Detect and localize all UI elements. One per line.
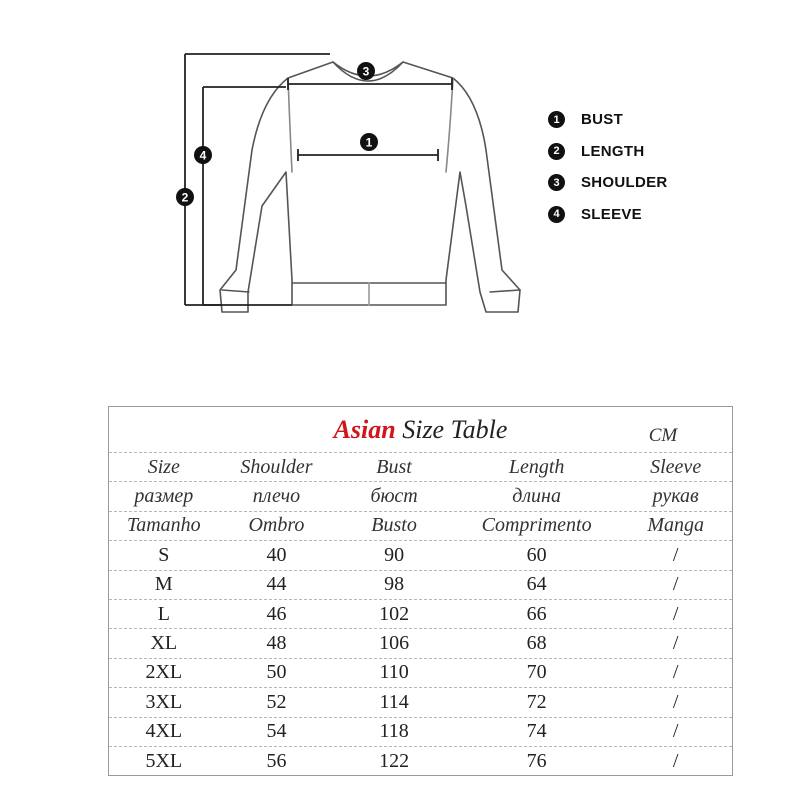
table-cell: 68: [526, 631, 547, 654]
table-cell: 50: [266, 661, 287, 684]
table-cell: 74: [526, 720, 547, 743]
table-cell: 98: [384, 573, 405, 596]
table-header-cell: Shoulder: [240, 455, 313, 478]
table-header-cell: Size: [147, 455, 180, 478]
table-cell: 44: [266, 573, 287, 596]
marker-sleeve: [194, 146, 212, 164]
legend-item-shoulder: [548, 167, 668, 199]
table-title-accent: Asian: [333, 415, 396, 444]
table-cell: 76: [526, 749, 547, 772]
table-row: [109, 570, 732, 599]
table-cell: 4XL: [145, 720, 183, 743]
svg-text:3: 3: [362, 64, 370, 79]
sweatshirt-outline: [220, 62, 520, 312]
table-cell: S: [158, 543, 170, 566]
legend-number: 1: [548, 111, 565, 128]
table-cell: 118: [379, 720, 409, 743]
table-header-cell: Comprimento: [481, 514, 592, 537]
table-cell: 40: [266, 543, 287, 566]
table-header-row: [109, 452, 732, 481]
table-cell: 72: [526, 690, 547, 713]
table-cell: /: [672, 631, 679, 654]
table-cell: /: [672, 543, 679, 566]
table-row: [109, 746, 732, 775]
table-header-cell: Ombro: [248, 514, 305, 537]
table-cell: L: [157, 602, 170, 625]
table-cell: /: [672, 690, 679, 713]
table-cell: /: [672, 749, 679, 772]
table-header-cell: Sleeve: [650, 455, 702, 478]
table-row: [109, 628, 732, 657]
legend-item-length: [548, 136, 668, 168]
table-cell: 110: [379, 661, 409, 684]
table-header-cell: Busto: [371, 514, 417, 537]
legend-number: 3: [548, 174, 565, 191]
table-header-cell: Manga: [647, 514, 704, 537]
table-row: [109, 717, 732, 746]
legend-number: 4: [548, 206, 565, 223]
table-row: [109, 540, 732, 569]
legend-label: SLEEVE: [581, 205, 642, 223]
legend-item-bust: [548, 104, 668, 136]
table-cell: 2XL: [145, 661, 183, 684]
svg-text:4: 4: [199, 148, 207, 163]
table-unit: CM: [648, 425, 678, 446]
table-cell: 3XL: [145, 690, 183, 713]
table-header-cell: длина: [512, 484, 561, 507]
table-cell: 114: [379, 690, 409, 713]
table-header-cell: плечо: [252, 484, 301, 507]
table-cell: XL: [150, 631, 178, 654]
table-cell: 66: [526, 602, 547, 625]
table-header-cell: бюст: [370, 484, 418, 507]
table-title-rest: Size Table: [395, 415, 508, 444]
legend-number: 2: [548, 143, 565, 160]
legend-label: LENGTH: [581, 142, 645, 160]
table-cell: /: [672, 602, 679, 625]
table-header-row: [109, 481, 732, 510]
table-cell: /: [672, 720, 679, 743]
table-row: [109, 599, 732, 628]
table-cell: 48: [266, 631, 287, 654]
sweatshirt-diagram: [0, 0, 800, 340]
svg-text:1: 1: [365, 135, 373, 150]
table-cell: 64: [526, 573, 547, 596]
table-cell: 106: [379, 631, 410, 654]
table-header-cell: Bust: [376, 455, 412, 478]
legend-label: BUST: [581, 111, 624, 129]
table-cell: 102: [379, 602, 410, 625]
table-row: [109, 658, 732, 687]
table-cell: 52: [266, 690, 287, 713]
size-table: [108, 406, 733, 776]
legend-item-sleeve: [548, 199, 668, 231]
table-header-cell: Tamanho: [126, 514, 201, 537]
table-cell: 60: [526, 543, 547, 566]
table-cell: 54: [266, 720, 287, 743]
marker-length: [176, 188, 194, 206]
table-cell: 122: [379, 749, 410, 772]
table-header-row: [109, 511, 732, 540]
measurement-legend: [548, 104, 668, 230]
table-header-cell: размер: [134, 484, 194, 507]
table-header-cell: рукав: [652, 484, 699, 507]
svg-text:2: 2: [181, 190, 189, 205]
table-cell: 46: [266, 602, 287, 625]
legend-label: SHOULDER: [581, 174, 668, 192]
table-cell: /: [672, 661, 679, 684]
table-cell: /: [672, 573, 679, 596]
table-cell: 70: [526, 661, 547, 684]
marker-bust: [360, 133, 378, 151]
marker-shoulder: [357, 62, 375, 80]
table-header-cell: Length: [508, 455, 565, 478]
table-cell: 56: [266, 749, 287, 772]
table-cell: M: [154, 573, 173, 596]
table-row: [109, 687, 732, 716]
table-cell: 5XL: [145, 749, 183, 772]
table-cell: 90: [384, 543, 405, 566]
